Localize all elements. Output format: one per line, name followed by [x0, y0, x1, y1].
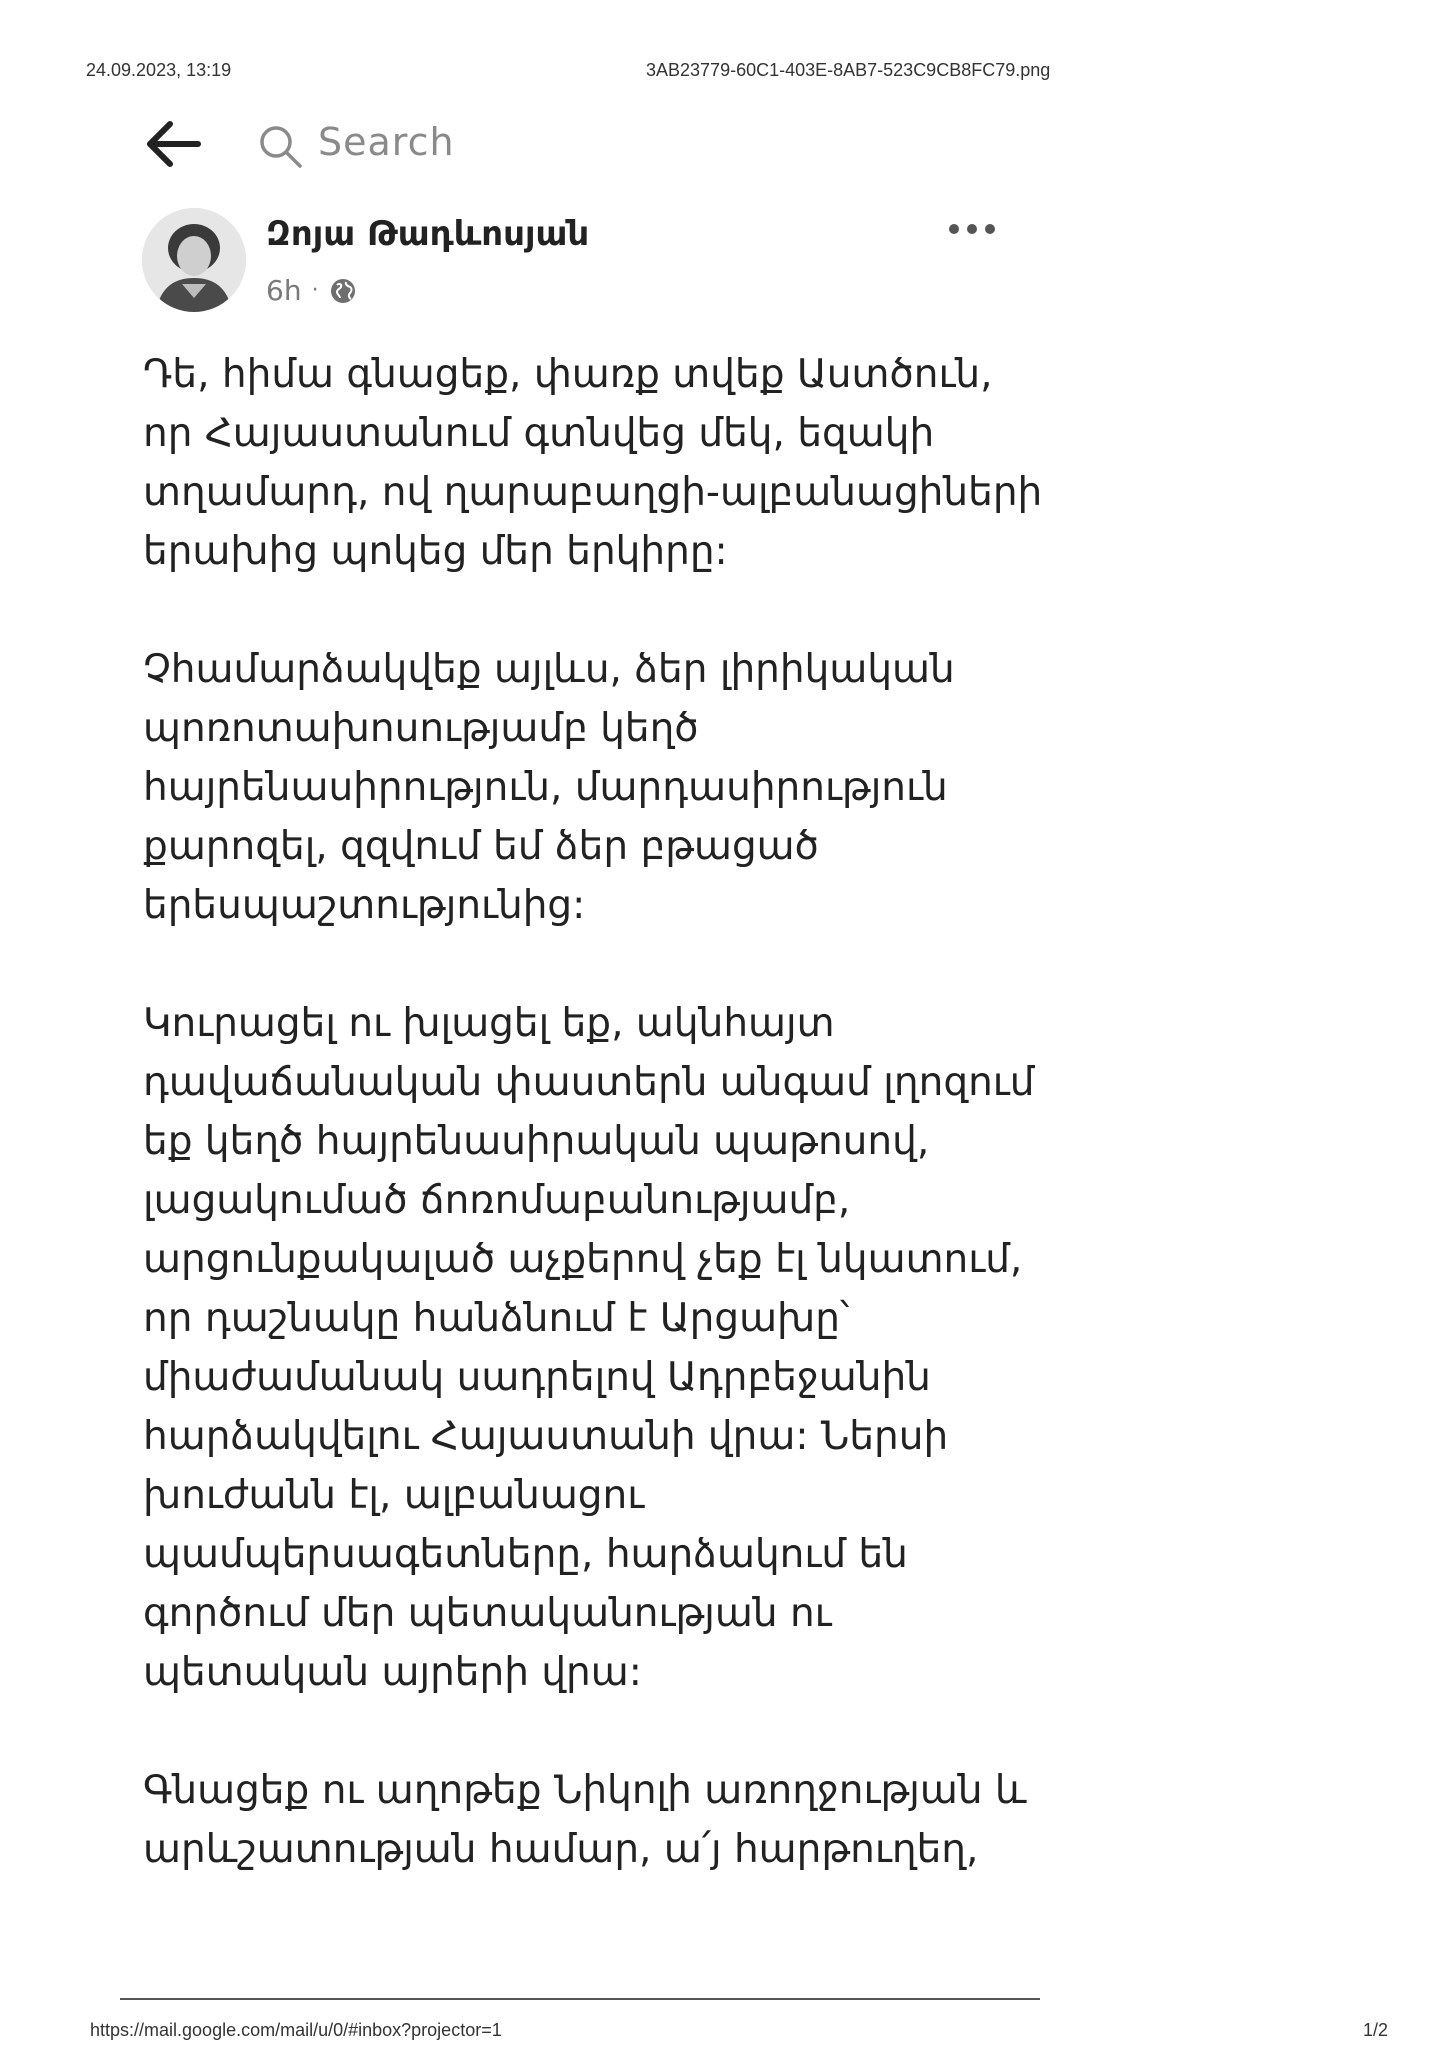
post-time[interactable]: 6h [266, 274, 302, 307]
post-header [142, 208, 1022, 318]
divider [120, 1998, 1040, 2000]
meta-separator: · [311, 278, 319, 303]
post-meta [266, 274, 357, 307]
print-url: https://mail.google.com/mail/u/0/#inbox?projector=1 [90, 2020, 502, 2040]
search-placeholder: Search [318, 120, 455, 164]
back-arrow-icon[interactable] [144, 118, 204, 170]
post-paragraph: Գնացեք ու աղոթեք Նիկոլի առողջության և արևշատության համար, ա՛յ հարթուղեղ, [143, 1768, 1027, 1872]
print-header [86, 60, 1362, 84]
post-paragraph: Չհամարձակվեք այլևս, ձեր լիրիկական պոռոտախոսությամբ կեղծ հայրենասիրություն, մարդասիրություն քարոզել, զզվում եմ ձեր բթացած երեսպաշտությունից: [143, 647, 955, 928]
globe-icon [329, 277, 357, 305]
print-footer [90, 2020, 1388, 2044]
search-icon [258, 124, 304, 170]
print-filename: 3AB23779-60C1-403E-8AB7-523C9CB8FC79.png [646, 60, 1051, 80]
more-options-icon[interactable] [942, 214, 1002, 244]
post-paragraph: Դե, հիմա գնացեք, փառք տվեք Աստծուն, որ Հայաստանում գտնվեց մեկ, եզակի տղամարդ, ով ղարաբաղցի-ալբանացիների երախից պոկեց մեր երկիրը: [143, 352, 1043, 574]
search-field[interactable] [258, 112, 858, 176]
post-paragraph: Կուրացել ու խլացել եք, ակնհայտ դավաճանական փաստերն անգամ լղոզում եք կեղծ հայրենասիրական պաթոսով, լացակումած ճոռոմաբանությամբ, արցունքակալած աչքերով չեք էլ նկատում, որ դաշնակը հանձնում է Արցախը՝ միաժամանակ սադրելով Ադրբեջանին հարձակվելու Հայաստանի վրա: Ներսի խուժանն էլ, ալբանացու պամպերսագետները, հարձակում են գործում մեր պետականության ու պետական այրերի վրա: [143, 1001, 1035, 1695]
page-number: 1/2 [1362, 2020, 1388, 2040]
post-body [143, 345, 1043, 1879]
top-bar [140, 112, 1040, 176]
print-datetime: 24.09.2023, 13:19 [86, 60, 232, 80]
avatar[interactable] [142, 208, 246, 312]
post-author[interactable]: Զոյա Թադևոսյան [266, 214, 590, 254]
